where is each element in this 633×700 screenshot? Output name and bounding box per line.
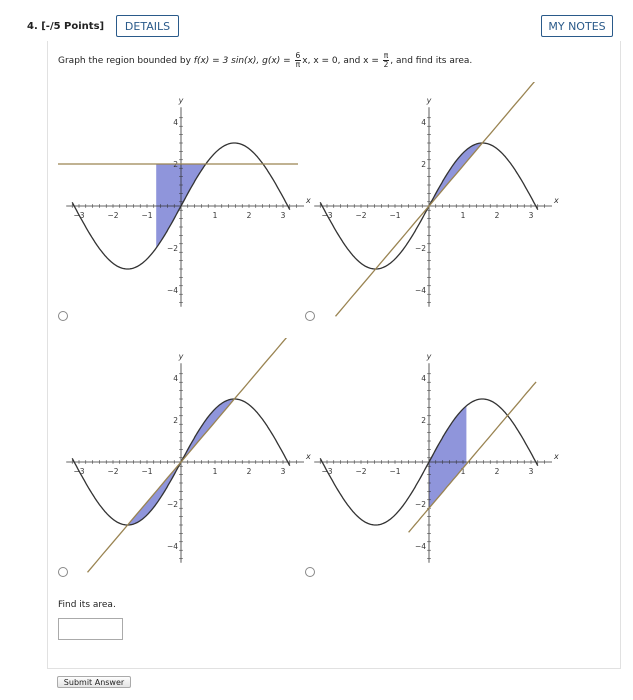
y-tick-label: 2: [173, 160, 178, 169]
question-number: 4. [-/5 Points]: [27, 21, 105, 32]
prompt-tail: , and find its area.: [390, 55, 473, 66]
y-tick-label: −4: [414, 542, 426, 551]
x-tick-label: 1: [212, 467, 218, 476]
find-area-label: Find its area.: [58, 600, 116, 610]
prompt-g-pre: g(x) =: [262, 55, 291, 66]
y-tick-label: 4: [421, 374, 426, 383]
x-axis-label: x: [554, 452, 559, 461]
y-tick-label: −4: [166, 286, 178, 295]
x-tick-label: −1: [389, 467, 401, 476]
y-tick-label: −4: [414, 286, 426, 295]
prompt-g-post: x, x = 0, and x =: [302, 55, 379, 66]
graph-option-c: [58, 338, 311, 578]
x-axis-label: x: [554, 196, 559, 205]
prompt-f-def: f(x) = 3 sin(x),: [193, 55, 260, 66]
y-tick-label: 4: [173, 374, 178, 383]
area-answer-input[interactable]: [58, 618, 123, 640]
x-bound-num: π: [383, 51, 389, 60]
line-curve: [409, 382, 536, 532]
y-axis-label: y: [178, 96, 184, 106]
radio-option-b[interactable]: [305, 311, 315, 321]
x-axis-label: x: [306, 196, 311, 205]
details-button[interactable]: DETAILS: [116, 15, 179, 37]
y-tick-label: −2: [166, 244, 178, 253]
x-tick-label: −2: [107, 467, 119, 476]
x-tick-label: 2: [246, 211, 252, 220]
x-axis-label: x: [306, 452, 311, 461]
y-tick-label: 4: [173, 118, 178, 127]
x-tick-label: −1: [141, 467, 153, 476]
radio-option-a[interactable]: [58, 311, 68, 321]
line-curve: [88, 336, 289, 573]
x-tick-label: 3: [528, 467, 534, 476]
y-axis-label: y: [426, 352, 432, 362]
y-axis-label: y: [426, 96, 432, 106]
x-tick-label: −3: [73, 211, 85, 220]
g-fraction: [295, 52, 302, 69]
x-tick-label: 2: [494, 211, 500, 220]
x-tick-label: −2: [355, 211, 367, 220]
graph-option-b: [306, 82, 559, 322]
y-axis-label: y: [178, 352, 184, 362]
x-bound-fraction: [383, 52, 390, 69]
x-tick-label: −2: [107, 211, 119, 220]
graph-option-a: [58, 82, 311, 322]
submit-answer-button[interactable]: Submit Answer: [57, 676, 131, 688]
y-tick-label: −2: [414, 244, 426, 253]
x-tick-label: 1: [212, 211, 218, 220]
x-tick-label: −1: [141, 211, 153, 220]
x-tick-label: −3: [73, 467, 85, 476]
x-tick-label: −1: [389, 211, 401, 220]
y-tick-label: 4: [421, 118, 426, 127]
y-tick-label: 2: [421, 160, 426, 169]
y-tick-label: 2: [421, 416, 426, 425]
x-tick-label: −3: [321, 467, 333, 476]
graph-option-d: [306, 338, 559, 578]
y-tick-label: −2: [414, 500, 426, 509]
x-tick-label: 3: [280, 467, 286, 476]
shaded-region: [429, 406, 466, 508]
radio-option-d[interactable]: [305, 567, 315, 577]
x-tick-label: 1: [460, 211, 466, 220]
y-tick-label: −2: [166, 500, 178, 509]
question-prompt: [58, 52, 472, 69]
line-curve: [336, 80, 537, 317]
g-fraction-num: 6: [295, 51, 301, 60]
x-tick-label: −3: [321, 211, 333, 220]
x-bound-den: 2: [383, 60, 389, 69]
g-fraction-den: π: [295, 60, 301, 69]
prompt-lead: Graph the region bounded by: [58, 55, 191, 66]
radio-option-c[interactable]: [58, 567, 68, 577]
x-tick-label: 2: [246, 467, 252, 476]
x-tick-label: 3: [280, 211, 286, 220]
x-tick-label: 3: [528, 211, 534, 220]
y-tick-label: −4: [166, 542, 178, 551]
x-tick-label: 2: [494, 467, 500, 476]
x-tick-label: 1: [460, 467, 466, 476]
x-tick-label: −2: [355, 467, 367, 476]
y-tick-label: 2: [173, 416, 178, 425]
my-notes-button[interactable]: MY NOTES: [541, 15, 613, 37]
